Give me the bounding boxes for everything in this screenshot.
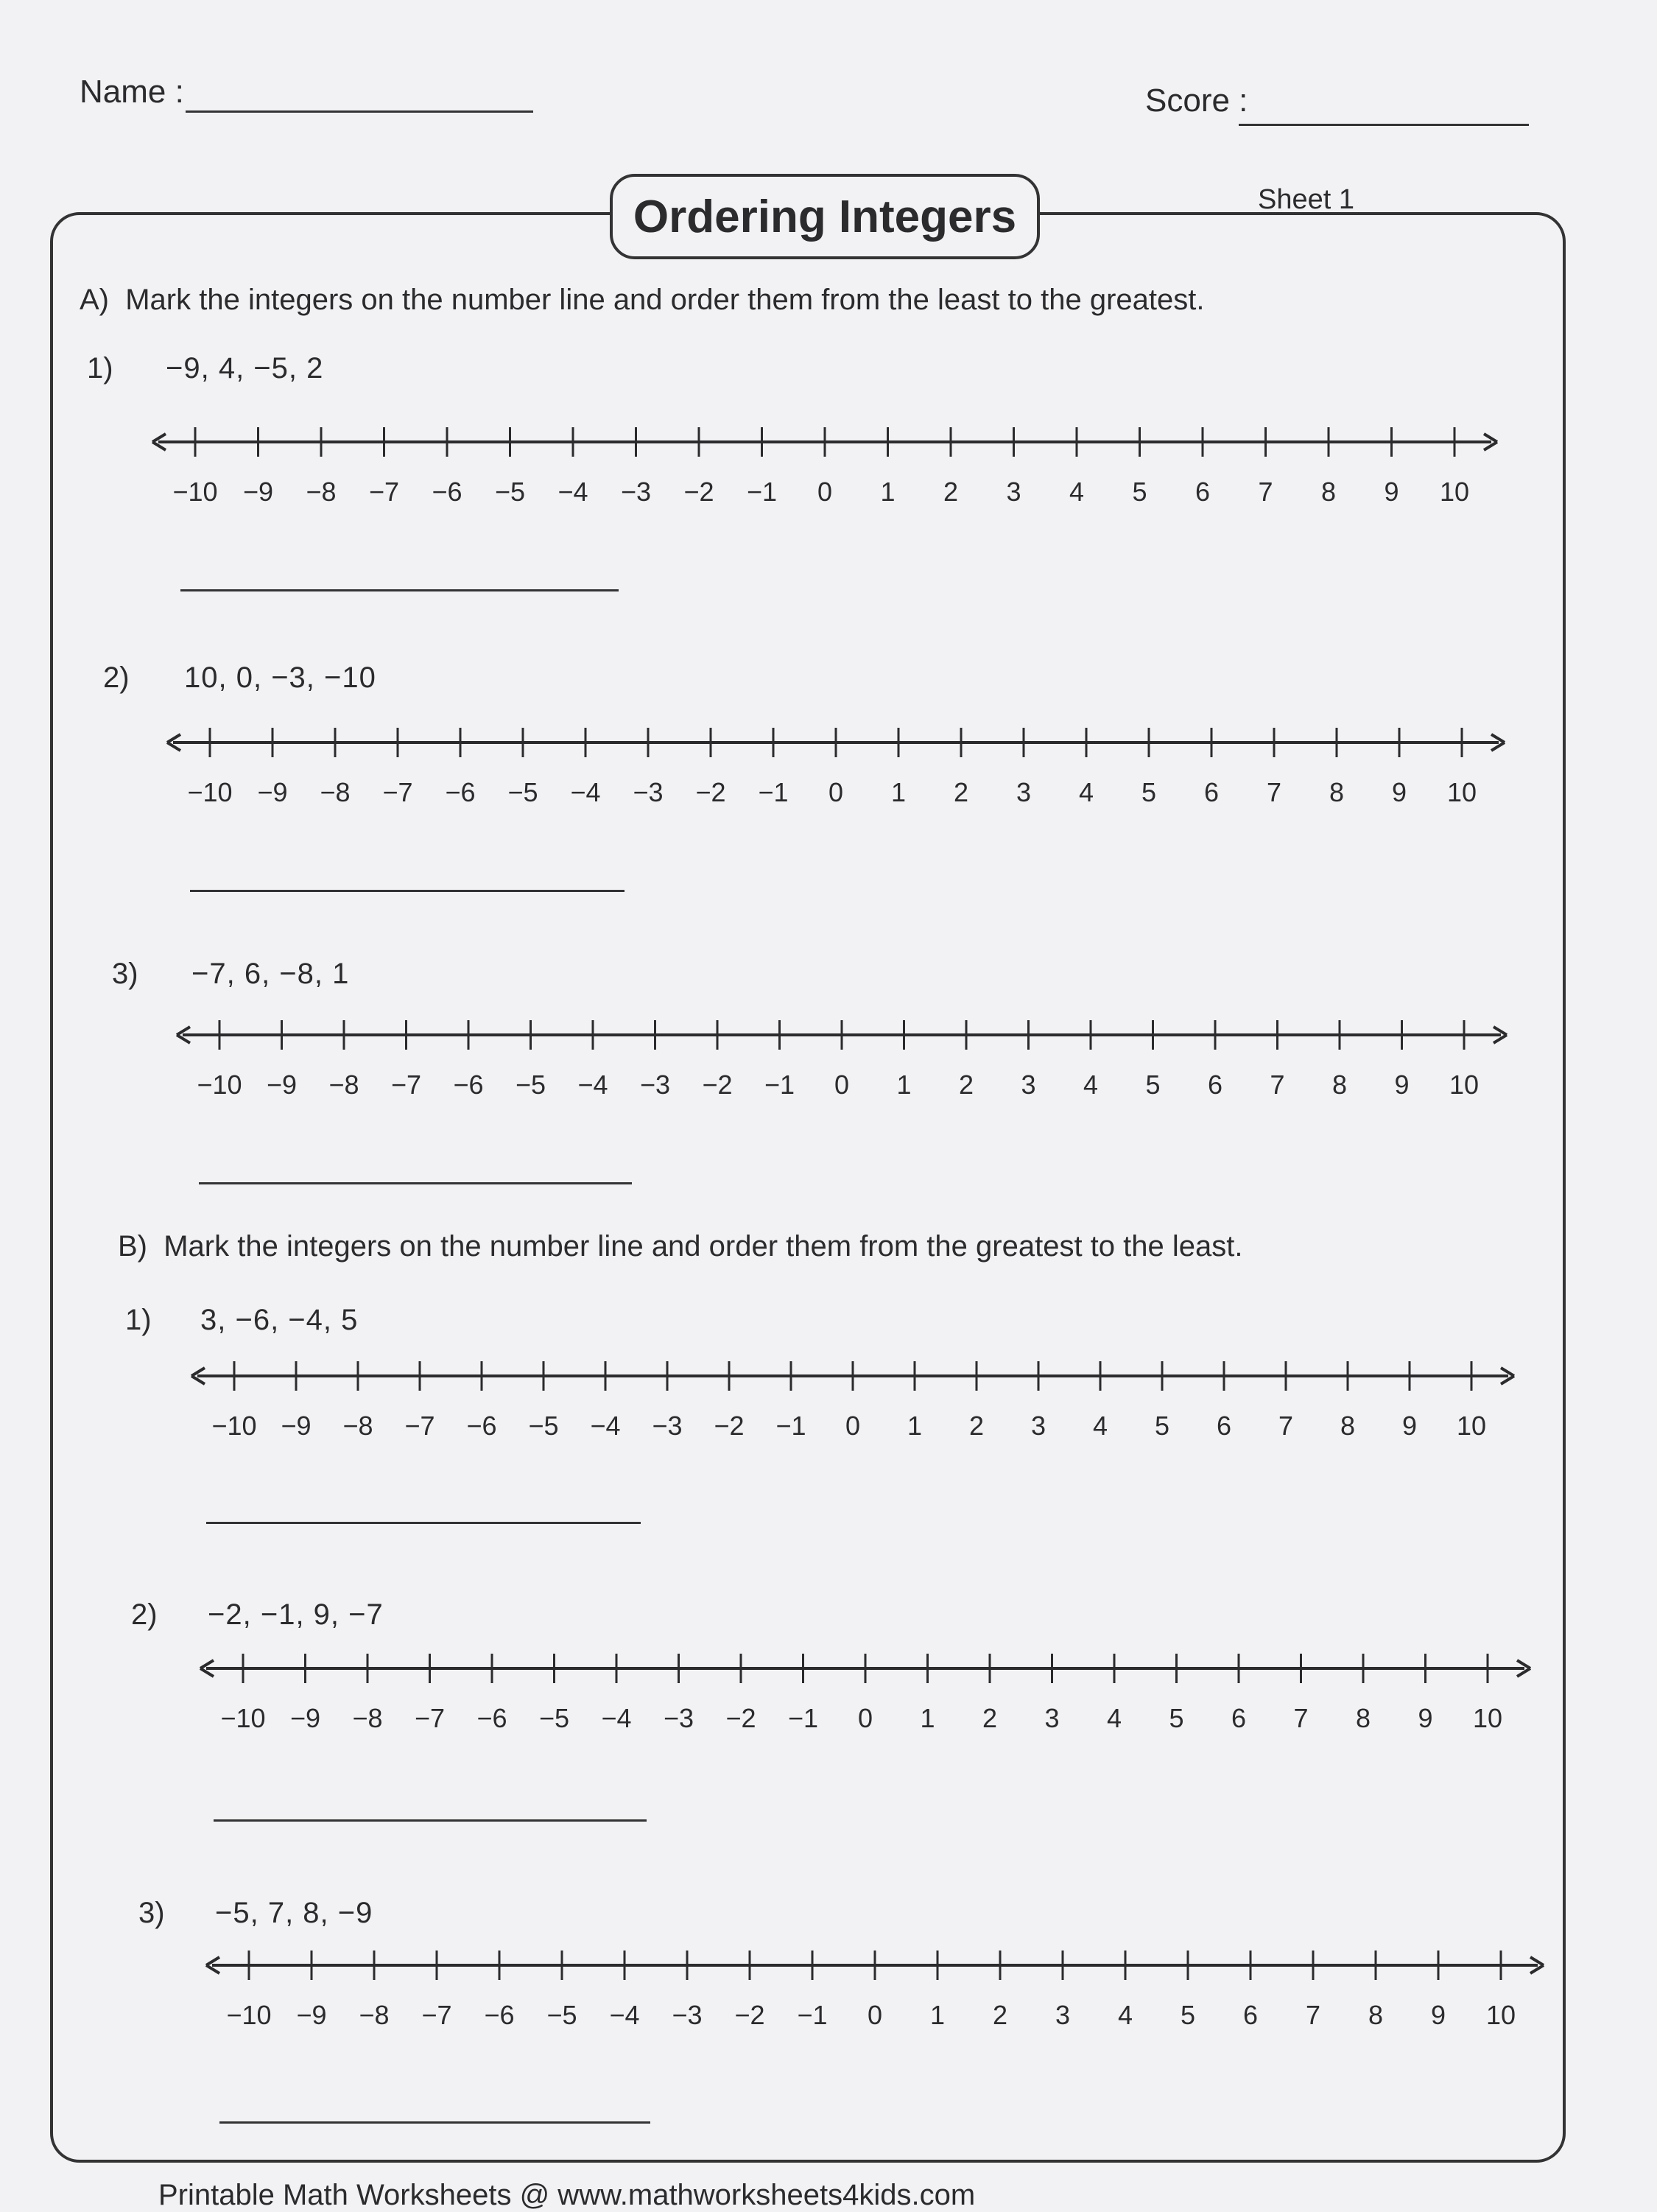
tick-label: 3 [1021, 1070, 1036, 1100]
tick-label: −1 [764, 1070, 795, 1100]
tick-label: 7 [1270, 1070, 1285, 1100]
tick-label: −6 [453, 1070, 484, 1100]
tick-label: −7 [382, 777, 413, 807]
tick-label: −4 [570, 777, 601, 807]
tick-label: 8 [1331, 1070, 1348, 1100]
tick-label: 6 [1207, 1070, 1223, 1100]
answer-line-b1[interactable] [206, 1522, 641, 1524]
section-b-text: Mark the integers on the number line and order them from the greatest to the least. [163, 1230, 1243, 1263]
problem-b3-values: −5, 7, 8, −9 [215, 1897, 373, 1929]
answer-line-b2[interactable] [214, 1819, 647, 1822]
tick-label: −6 [466, 1411, 497, 1441]
section-b-instruction [118, 1230, 1242, 1263]
tick-label: 6 [1242, 2000, 1259, 2030]
tick-label: −4 [590, 1411, 621, 1441]
tick-label: 7 [1293, 1703, 1309, 1733]
tick-label: −10 [220, 1703, 266, 1733]
section-a-instruction [80, 284, 1204, 317]
tick-label: 1 [896, 1070, 912, 1100]
tick-label: −7 [390, 1070, 422, 1100]
tick-label: −4 [577, 1070, 608, 1100]
name-label: Name : [80, 74, 184, 110]
tick-label: 8 [1329, 777, 1345, 807]
tick-label: −2 [714, 1411, 745, 1441]
answer-line-a3[interactable] [199, 1182, 632, 1184]
tick-label: −1 [797, 2000, 828, 2030]
tick-label: −6 [432, 477, 462, 507]
tick-label: 1 [890, 777, 907, 807]
problem-b1-number: 1) [125, 1304, 152, 1336]
tick-label: 5 [1180, 2000, 1196, 2030]
tick-label: −8 [306, 477, 337, 507]
tick-label: 8 [1368, 2000, 1384, 2030]
tick-label: 5 [1132, 477, 1147, 507]
tick-label: −9 [257, 777, 288, 807]
answer-line-a1[interactable] [180, 589, 619, 591]
tick-label: 5 [1141, 777, 1157, 807]
tick-label: −5 [538, 1703, 570, 1733]
tick-label: −5 [546, 2000, 577, 2030]
tick-label: −9 [266, 1070, 298, 1100]
tick-label: 1 [880, 477, 896, 507]
section-a-label: A) [80, 284, 109, 316]
tick-label: −10 [226, 2000, 272, 2030]
problem-a1-number: 1) [87, 352, 113, 385]
tick-label: 9 [1401, 1411, 1418, 1441]
tick-label: −4 [601, 1703, 632, 1733]
tick-label: 10 [1446, 777, 1477, 807]
tick-label: 0 [828, 777, 844, 807]
tick-label: 10 [1472, 1703, 1503, 1733]
answer-line-b3[interactable] [219, 2121, 650, 2124]
tick-label: 3 [1006, 477, 1021, 507]
tick-label: −2 [734, 2000, 765, 2030]
tick-label: 3 [1055, 2000, 1071, 2030]
score-field[interactable] [1239, 124, 1529, 126]
worksheet-title: Ordering Integers [610, 174, 1040, 259]
tick-label: 2 [982, 1703, 998, 1733]
tick-label: 4 [1106, 1703, 1122, 1733]
problem-b1-values: 3, −6, −4, 5 [200, 1304, 359, 1336]
tick-label: 2 [992, 2000, 1008, 2030]
tick-label: 5 [1169, 1703, 1184, 1733]
tick-label: −2 [702, 1070, 733, 1100]
problem-a3-values: −7, 6, −8, 1 [191, 958, 350, 990]
tick-label: −9 [289, 1703, 321, 1733]
tick-label: 4 [1069, 477, 1085, 507]
problem-b2-number: 2) [131, 1598, 158, 1631]
tick-label: −5 [507, 777, 538, 807]
tick-label: 8 [1340, 1411, 1356, 1441]
tick-label: 9 [1384, 477, 1399, 507]
tick-label: 10 [1449, 1070, 1480, 1100]
tick-label: 0 [817, 477, 833, 507]
problem-a2-values: 10, 0, −3, −10 [184, 661, 376, 694]
tick-label: 2 [953, 777, 969, 807]
problem-a1-values: −9, 4, −5, 2 [166, 352, 324, 385]
tick-label: −10 [211, 1411, 257, 1441]
tick-label: 4 [1092, 1411, 1108, 1441]
tick-label: −9 [281, 1411, 312, 1441]
tick-label: −2 [725, 1703, 756, 1733]
tick-label: −4 [609, 2000, 640, 2030]
tick-label: 4 [1083, 1070, 1099, 1100]
tick-label: −10 [187, 777, 233, 807]
tick-label: −3 [652, 1411, 683, 1441]
sheet-number: Sheet 1 [1258, 184, 1354, 215]
worksheet-frame [50, 212, 1566, 2163]
tick-label: −2 [683, 477, 714, 507]
tick-label: 5 [1154, 1411, 1170, 1441]
tick-label: 5 [1145, 1070, 1161, 1100]
tick-label: 4 [1117, 2000, 1133, 2030]
tick-label: 0 [834, 1070, 850, 1100]
problem-b3-number: 3) [138, 1897, 165, 1929]
tick-label: 1 [907, 1411, 923, 1441]
problem-a2-number: 2) [103, 661, 130, 694]
tick-label: −6 [476, 1703, 507, 1733]
tick-label: 3 [1030, 1411, 1046, 1441]
tick-label: −5 [494, 477, 526, 507]
tick-label: 7 [1266, 777, 1282, 807]
tick-label: −2 [695, 777, 726, 807]
footer-credit: Printable Math Worksheets @ www.mathworksheets4kids.com [158, 2179, 976, 2211]
tick-label: 9 [1430, 2000, 1446, 2030]
tick-label: 0 [845, 1411, 861, 1441]
tick-label: 6 [1203, 777, 1220, 807]
tick-label: −3 [663, 1703, 694, 1733]
tick-label: −3 [633, 777, 664, 807]
tick-label: 2 [943, 477, 959, 507]
tick-label: 10 [1456, 1411, 1487, 1441]
tick-label: −6 [445, 777, 476, 807]
tick-label: −7 [414, 1703, 446, 1733]
tick-label: 8 [1320, 477, 1337, 507]
answer-line-a2[interactable] [190, 890, 625, 892]
tick-label: −7 [404, 1411, 435, 1441]
tick-label: −8 [342, 1411, 373, 1441]
tick-label: 9 [1394, 1070, 1410, 1100]
tick-label: −6 [484, 2000, 515, 2030]
tick-label: 1 [920, 1703, 935, 1733]
tick-label: −1 [758, 777, 789, 807]
tick-label: 4 [1078, 777, 1094, 807]
tick-label: 7 [1278, 1411, 1294, 1441]
problem-a3-number: 3) [112, 958, 138, 990]
tick-label: −5 [528, 1411, 559, 1441]
tick-label: −8 [320, 777, 351, 807]
tick-label: 3 [1016, 777, 1032, 807]
tick-label: 0 [857, 1703, 873, 1733]
score-label: Score : [1145, 82, 1248, 119]
tick-label: 10 [1485, 2000, 1516, 2030]
tick-label: −9 [296, 2000, 327, 2030]
tick-label: −8 [359, 2000, 390, 2030]
tick-label: 10 [1439, 477, 1470, 507]
tick-label: 2 [968, 1411, 985, 1441]
tick-label: −1 [775, 1411, 806, 1441]
tick-label: 8 [1355, 1703, 1371, 1733]
tick-label: 6 [1231, 1703, 1247, 1733]
tick-label: 7 [1305, 2000, 1321, 2030]
tick-label: −9 [242, 477, 274, 507]
tick-label: 3 [1044, 1703, 1060, 1733]
tick-label: 7 [1258, 477, 1273, 507]
tick-label: −5 [515, 1070, 546, 1100]
tick-label: −1 [787, 1703, 819, 1733]
tick-label: −3 [639, 1070, 671, 1100]
tick-label: 0 [867, 2000, 883, 2030]
tick-label: −8 [352, 1703, 383, 1733]
tick-label: −3 [672, 2000, 703, 2030]
section-b-label: B) [118, 1230, 147, 1263]
tick-label: 6 [1216, 1411, 1232, 1441]
tick-label: −1 [746, 477, 778, 507]
tick-label: 6 [1195, 477, 1211, 507]
section-a-text: Mark the integers on the number line and order them from the least to the greatest. [125, 284, 1205, 316]
problem-b2-values: −2, −1, 9, −7 [208, 1598, 384, 1631]
tick-label: 1 [929, 2000, 946, 2030]
tick-label: 2 [958, 1070, 974, 1100]
tick-label: −4 [557, 477, 588, 507]
tick-label: −7 [368, 477, 400, 507]
tick-label: −3 [620, 477, 652, 507]
tick-label: −10 [172, 477, 218, 507]
tick-label: −7 [421, 2000, 452, 2030]
tick-label: −8 [328, 1070, 359, 1100]
tick-label: 9 [1418, 1703, 1433, 1733]
tick-label: −10 [197, 1070, 242, 1100]
name-field[interactable] [186, 110, 533, 113]
tick-label: 9 [1391, 777, 1407, 807]
